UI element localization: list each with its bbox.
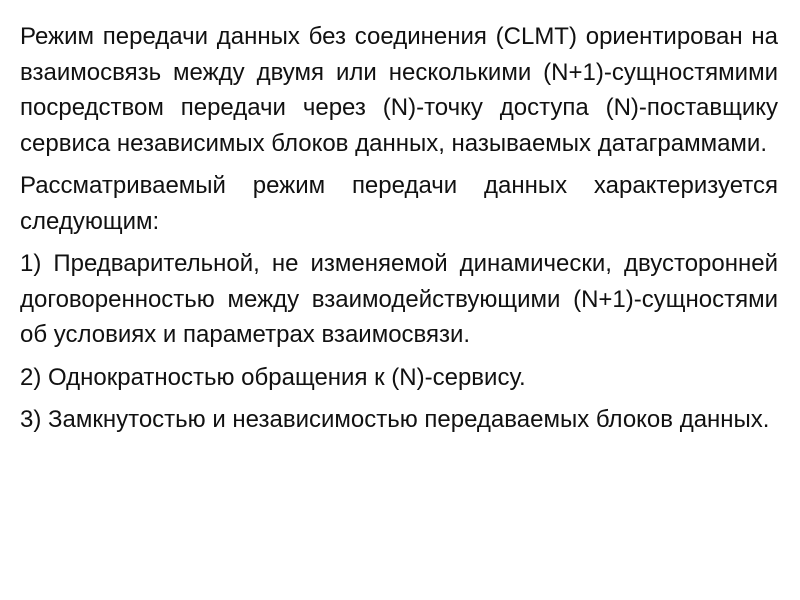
paragraph-intro: Режим передачи данных без соединения (CLMT) ориентирован на взаимосвязь между двумя или несколькими (N+1)-сущностямими посредством передачи через (N)-точку доступа (N)-поставщику сервиса независимых блоков данных, называемых датаграммами. (20, 23, 778, 157)
list-item-2: 2) Однократностью обращения к (N)-сервису. (20, 363, 526, 391)
paragraph-characteristics-heading: Рассматриваемый режим передачи данных характеризуется следующим: (20, 172, 778, 235)
list-item-1: 1) Предварительной, не изменяемой динамически, двусторонней договоренностью между взаимодействующими (N+1)-сущностями об условиях и параметрах взаимосвязи. (20, 250, 778, 348)
slide-body (20, 19, 778, 445)
list-item-3: 3) Замкнутостью и независимостью передаваемых блоков данных. (20, 406, 770, 433)
